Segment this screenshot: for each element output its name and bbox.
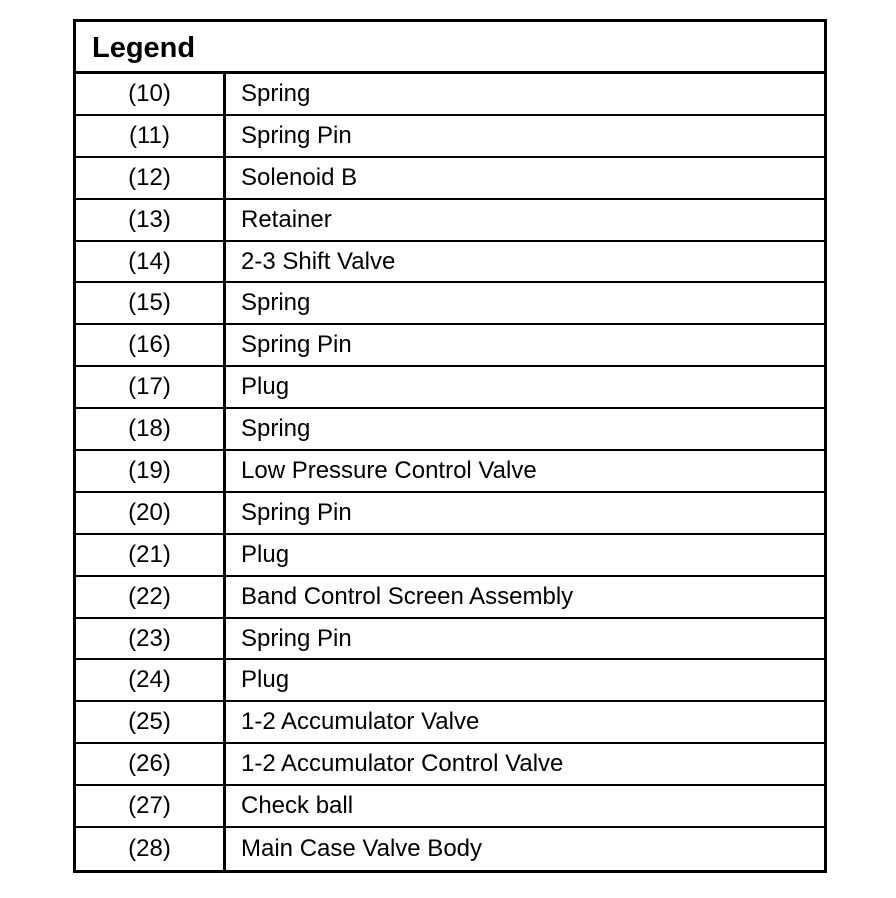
part-number: (14) xyxy=(76,242,226,282)
table-row xyxy=(76,493,824,535)
part-number: (12) xyxy=(76,158,226,198)
part-number: (22) xyxy=(76,577,226,617)
table-row xyxy=(76,451,824,493)
part-description: Spring Pin xyxy=(241,331,352,359)
table-row xyxy=(76,158,824,200)
table-row xyxy=(76,577,824,619)
part-number: (19) xyxy=(76,451,226,491)
part-number: (16) xyxy=(76,325,226,365)
part-number: (26) xyxy=(76,744,226,784)
part-description: Spring Pin xyxy=(241,121,352,149)
table-row xyxy=(76,660,824,702)
legend-table xyxy=(73,19,827,873)
part-description: Low Pressure Control Valve xyxy=(241,456,537,484)
part-description: Spring xyxy=(241,79,311,107)
part-description: Spring xyxy=(241,415,311,443)
table-row xyxy=(76,535,824,577)
part-number: (28) xyxy=(76,828,226,870)
table-row xyxy=(76,828,824,870)
table-row xyxy=(76,325,824,367)
part-number: (24) xyxy=(76,660,226,700)
part-description: Retainer xyxy=(241,205,332,233)
part-description: Spring Pin xyxy=(241,498,352,526)
part-number: (15) xyxy=(76,283,226,323)
part-number: (27) xyxy=(76,786,226,826)
part-number: (10) xyxy=(76,74,226,114)
part-description: Check ball xyxy=(241,792,354,820)
part-description: Solenoid B xyxy=(241,163,358,191)
part-number: (20) xyxy=(76,493,226,533)
table-row xyxy=(76,74,824,116)
part-number: (11) xyxy=(76,116,226,156)
part-number: (17) xyxy=(76,367,226,407)
part-description: Plug xyxy=(241,666,290,694)
table-row xyxy=(76,367,824,409)
part-description: Spring xyxy=(241,289,311,317)
legend-rows xyxy=(76,74,824,870)
part-description: Band Control Screen Assembly xyxy=(241,582,574,610)
legend-title: Legend xyxy=(76,22,824,74)
part-number: (21) xyxy=(76,535,226,575)
part-number: (25) xyxy=(76,702,226,742)
part-description: Plug xyxy=(241,540,290,568)
part-number: (18) xyxy=(76,409,226,449)
part-description: Plug xyxy=(241,373,290,401)
table-row xyxy=(76,619,824,661)
table-row xyxy=(76,242,824,284)
part-description: Main Case Valve Body xyxy=(241,834,483,862)
part-description: 1-2 Accumulator Valve xyxy=(241,708,480,736)
table-row xyxy=(76,283,824,325)
table-row xyxy=(76,702,824,744)
table-row xyxy=(76,744,824,786)
part-description: Spring Pin xyxy=(241,624,352,652)
table-row xyxy=(76,200,824,242)
part-number: (13) xyxy=(76,200,226,240)
table-row xyxy=(76,409,824,451)
table-row xyxy=(76,786,824,828)
part-description: 2-3 Shift Valve xyxy=(241,247,396,275)
table-row xyxy=(76,116,824,158)
part-description: 1-2 Accumulator Control Valve xyxy=(241,750,564,778)
part-number: (23) xyxy=(76,619,226,659)
